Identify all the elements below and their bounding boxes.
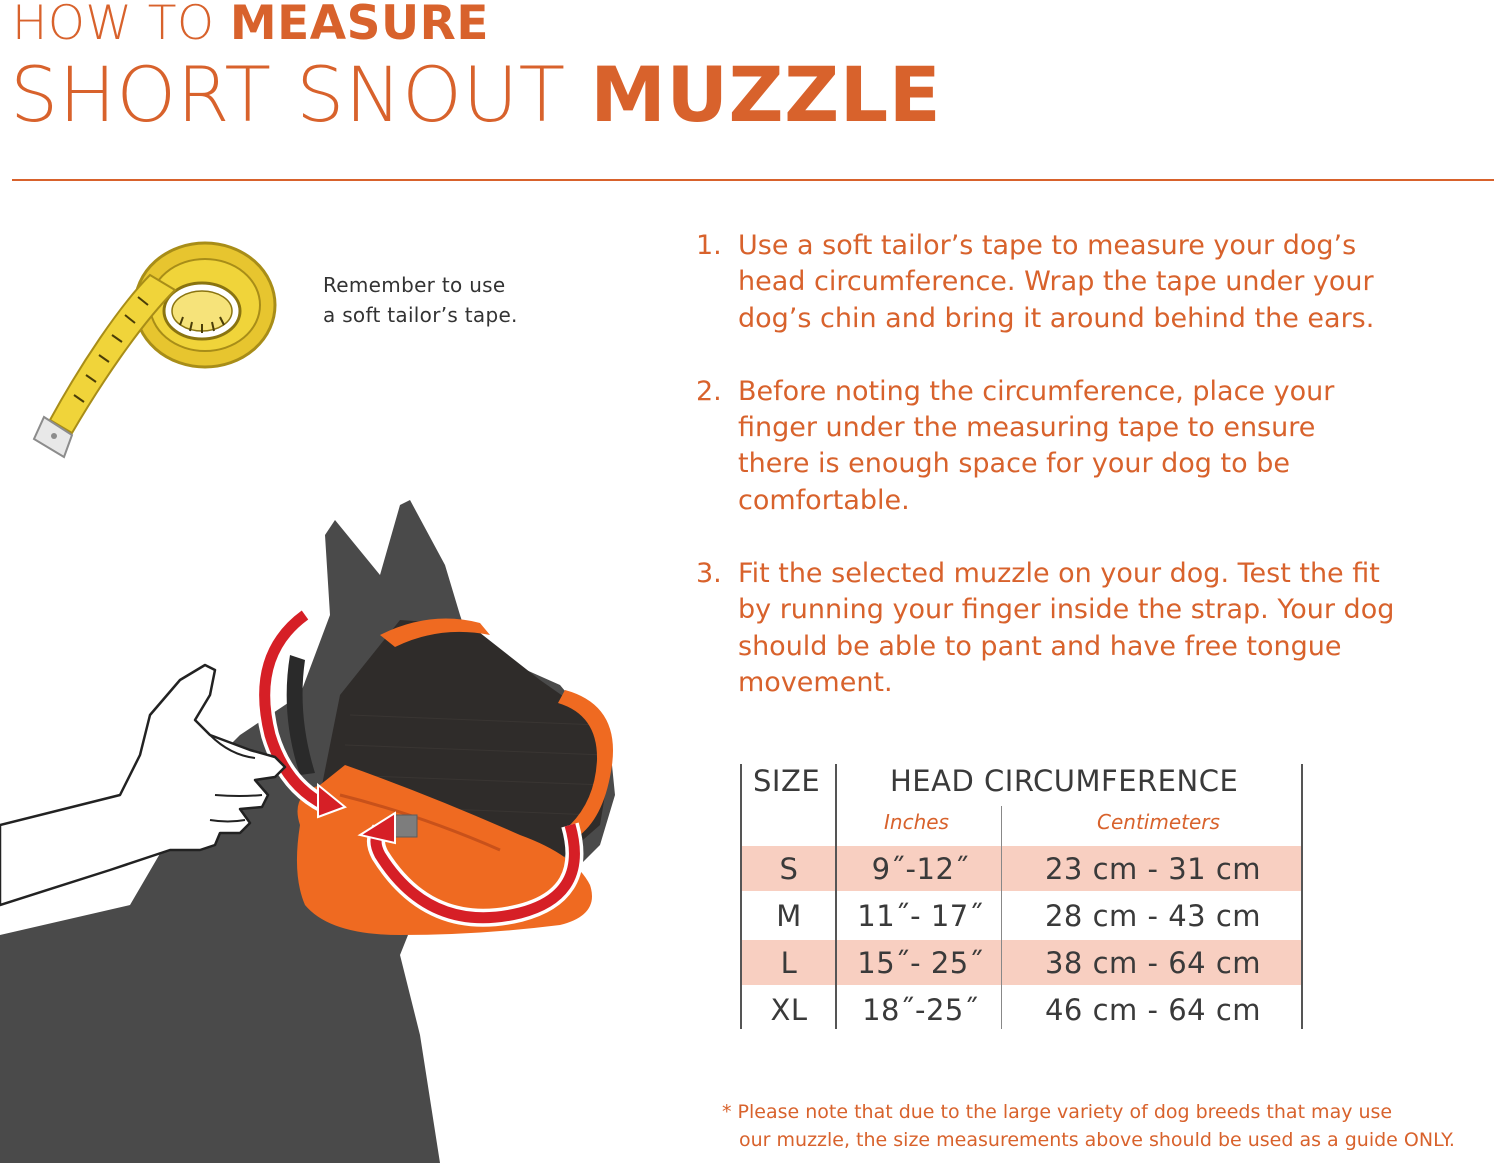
- header-divider: [12, 179, 1494, 181]
- step-line: there is enough space for your dog to be: [738, 448, 1290, 480]
- cm-cell: 46 cm - 64 cm: [1044, 993, 1262, 1027]
- dog-silhouette-illustration: [0, 495, 620, 1163]
- footnote-line: our muzzle, the size measurements above should be used as a guide ONLY.: [739, 1129, 1455, 1151]
- table-row: [740, 940, 1303, 985]
- step-line: head circumference. Wrap the tape under your: [738, 266, 1374, 298]
- cm-cell: 38 cm - 64 cm: [1044, 946, 1262, 980]
- step-item: [696, 556, 1496, 701]
- table-row: [740, 846, 1303, 891]
- size-cell: XL: [770, 993, 808, 1027]
- step-number: 1.: [696, 230, 722, 261]
- step-line: by running your finger inside the strap. Your dog: [738, 594, 1395, 626]
- step-line: should be able to pant and have free tongue: [738, 630, 1342, 662]
- step-line: dog’s chin and bring it around behind the ears.: [738, 302, 1375, 334]
- size-cell: L: [780, 946, 798, 980]
- step-line: movement.: [738, 666, 893, 698]
- step-line: comfortable.: [738, 484, 910, 516]
- inches-cell: 11˝- 17˝: [857, 899, 984, 933]
- cm-cell: 23 cm - 31 cm: [1044, 852, 1262, 886]
- size-cell: M: [776, 899, 802, 933]
- table-row: [740, 987, 1303, 1032]
- title-prefix: HOW TO: [12, 0, 230, 51]
- step-line: Fit the selected muzzle on your dog. Test the fit: [738, 558, 1380, 590]
- step-line: Use a soft tailor’s tape to measure your dog’s: [738, 230, 1357, 261]
- page-title-line2: [10, 50, 941, 139]
- page-title-line1: [12, 0, 489, 51]
- inches-cell: 9˝-12˝: [871, 852, 970, 886]
- step-item: [696, 374, 1496, 519]
- step-number: 3.: [696, 558, 722, 590]
- table-divider: [1001, 806, 1002, 1029]
- subheader-inches: Inches: [884, 810, 949, 834]
- step-line: finger under the measuring tape to ensure: [738, 412, 1316, 444]
- table-divider: [1301, 764, 1303, 1029]
- table-divider: [835, 764, 837, 1029]
- table-row: [740, 893, 1303, 938]
- tape-note-line: Remember to use: [323, 273, 506, 297]
- tape-note: [323, 270, 518, 330]
- table-divider: [740, 764, 742, 1029]
- inches-cell: 15˝- 25˝: [857, 946, 984, 980]
- column-header-head-circumference: HEAD CIRCUMFERENCE: [890, 764, 1239, 798]
- title-bold: MEASURE: [229, 0, 489, 51]
- subtitle-prefix: SHORT SNOUT: [10, 50, 591, 139]
- measure-steps: [696, 228, 1496, 738]
- cm-cell: 28 cm - 43 cm: [1044, 899, 1262, 933]
- subtitle-bold: MUZZLE: [590, 50, 942, 139]
- step-number: 2.: [696, 375, 722, 407]
- footnote: [722, 1098, 1455, 1154]
- inches-cell: 18˝-25˝: [862, 993, 979, 1027]
- column-header-size: SIZE: [753, 764, 821, 798]
- size-chart-table: [740, 764, 1303, 1029]
- tape-note-line: a soft tailor’s tape.: [323, 303, 518, 327]
- step-item: [696, 228, 1496, 337]
- footnote-line: * Please note that due to the large variety of dog breeds that may use: [722, 1101, 1393, 1123]
- subheader-centimeters: Centimeters: [1097, 810, 1220, 834]
- tape-measure-illustration: [30, 225, 285, 475]
- size-cell: S: [779, 852, 799, 886]
- step-line: Before noting the circumference, place your: [738, 375, 1335, 407]
